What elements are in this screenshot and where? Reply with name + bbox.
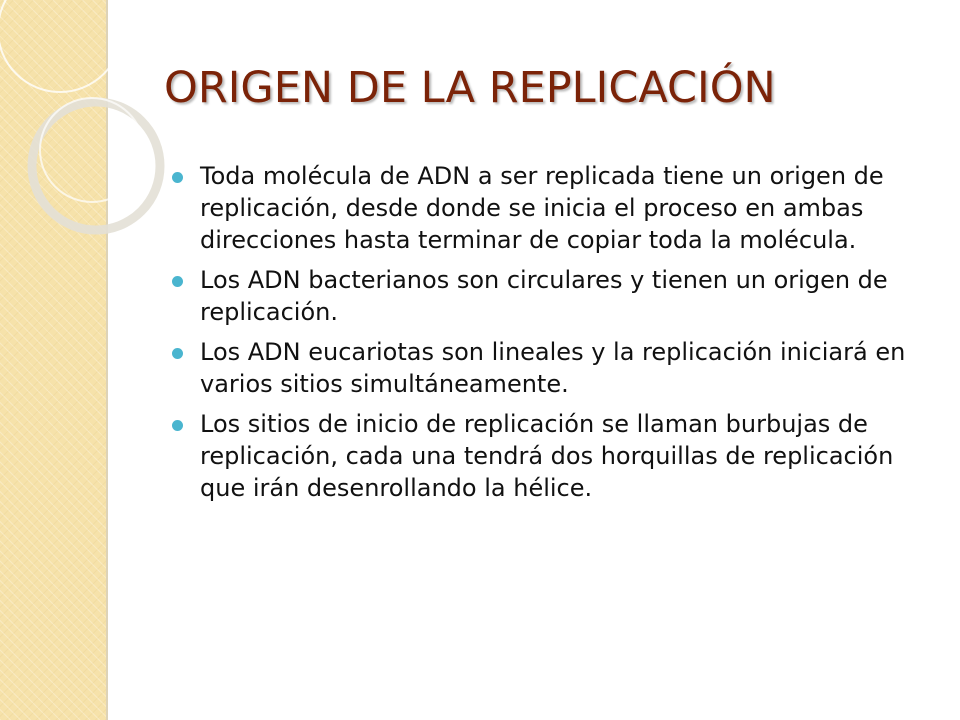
- decorative-circle-large: [0, 0, 122, 92]
- slide-title: ORIGEN DE LA REPLICACIÓN: [164, 63, 776, 113]
- bullet-text: Los sitios de inicio de replicación se llaman burbujas de replicación, cada una tendrá dos horquillas de replicación que irán desenrollando la hélice.: [200, 410, 894, 502]
- bullet-item: [172, 408, 937, 504]
- bullet-text: Los ADN eucariotas son lineales y la replicación iniciará en varios sitios simultáneamente.: [200, 338, 906, 398]
- decorative-circles: [0, 0, 200, 260]
- bullet-item: [172, 264, 937, 328]
- bullet-dot-icon: [172, 172, 183, 183]
- bullet-item: [172, 336, 937, 400]
- bullet-dot-icon: [172, 348, 183, 359]
- bullet-dot-icon: [172, 276, 183, 287]
- bullet-dot-icon: [172, 420, 183, 431]
- decorative-circle-small: [40, 98, 144, 202]
- bullet-text: Los ADN bacterianos son circulares y tienen un origen de replicación.: [200, 266, 888, 326]
- bullet-item: [172, 160, 937, 256]
- bullet-list: [172, 160, 937, 512]
- bullet-text: Toda molécula de ADN a ser replicada tiene un origen de replicación, desde donde se inicia el proceso en ambas direcciones hasta terminar de copiar toda la molécula.: [200, 162, 884, 254]
